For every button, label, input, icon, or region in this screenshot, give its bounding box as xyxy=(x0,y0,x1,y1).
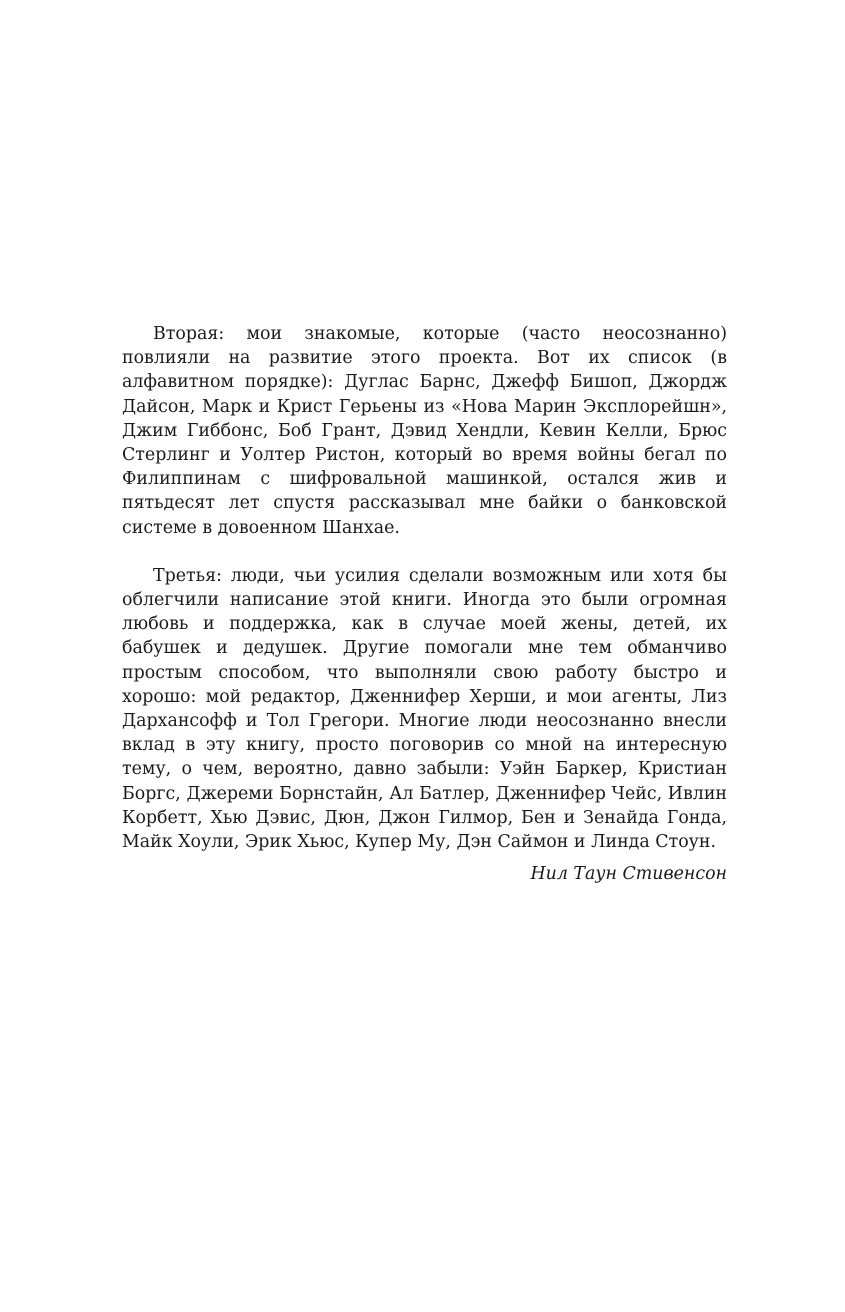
paragraph-third: Третья: люди, чьи усилия сделали возможным или хотя бы облегчили написание этой книги. Иногда это были огромная любовь и поддержка, как в случае моей жены, детей, их бабушек и дедушек. Другие помогали мне тем обманчиво простым способом, что выполняли свою работу быстро и хорошо: мой редактор, Дженнифер Херши, и мои агенты, Лиз Дархансофф и Тол Грегори. Многие люди неосознанно внесли вклад в эту книгу, просто поговорив со мной на интересную тему, о чем, вероятно, давно забыли: Уэйн Баркер, Кристиан Боргс, Джереми Борнстайн, Ал Батлер, Дженнифер Чейс, Ивлин Корбетт, Хью Дэвис, Дюн, Джон Гилмор, Бен и Зенайда Гонда, Майк Хоули, Эрик Хьюс, Купер Му, Дэн Саймон и Линда Стоун. xyxy=(122,565,727,853)
text-block xyxy=(122,322,727,886)
author-signature: Нил Таун Стивенсон xyxy=(530,864,727,885)
paragraph-second: Вторая: мои знакомые, которые (часто неосознанно) повлияли на развитие этого проекта. Вот их список (в алфавитном порядке): Дуглас Барнс, Джефф Бишоп, Джордж Дайсон, Марк и Крист Герьены из «Нова Марин Эксплорейшн», Джим Гиббонс, Боб Грант, Дэвид Хендли, Кевин Келли, Брюс Стерлинг и Уолтер Ристон, который во время войны бегал по Филиппинам с шифровальной машинкой, остался жив и пятьдесят лет спустя рассказывал мне байки о банковской системе в довоенном Шанхае. xyxy=(122,324,727,538)
